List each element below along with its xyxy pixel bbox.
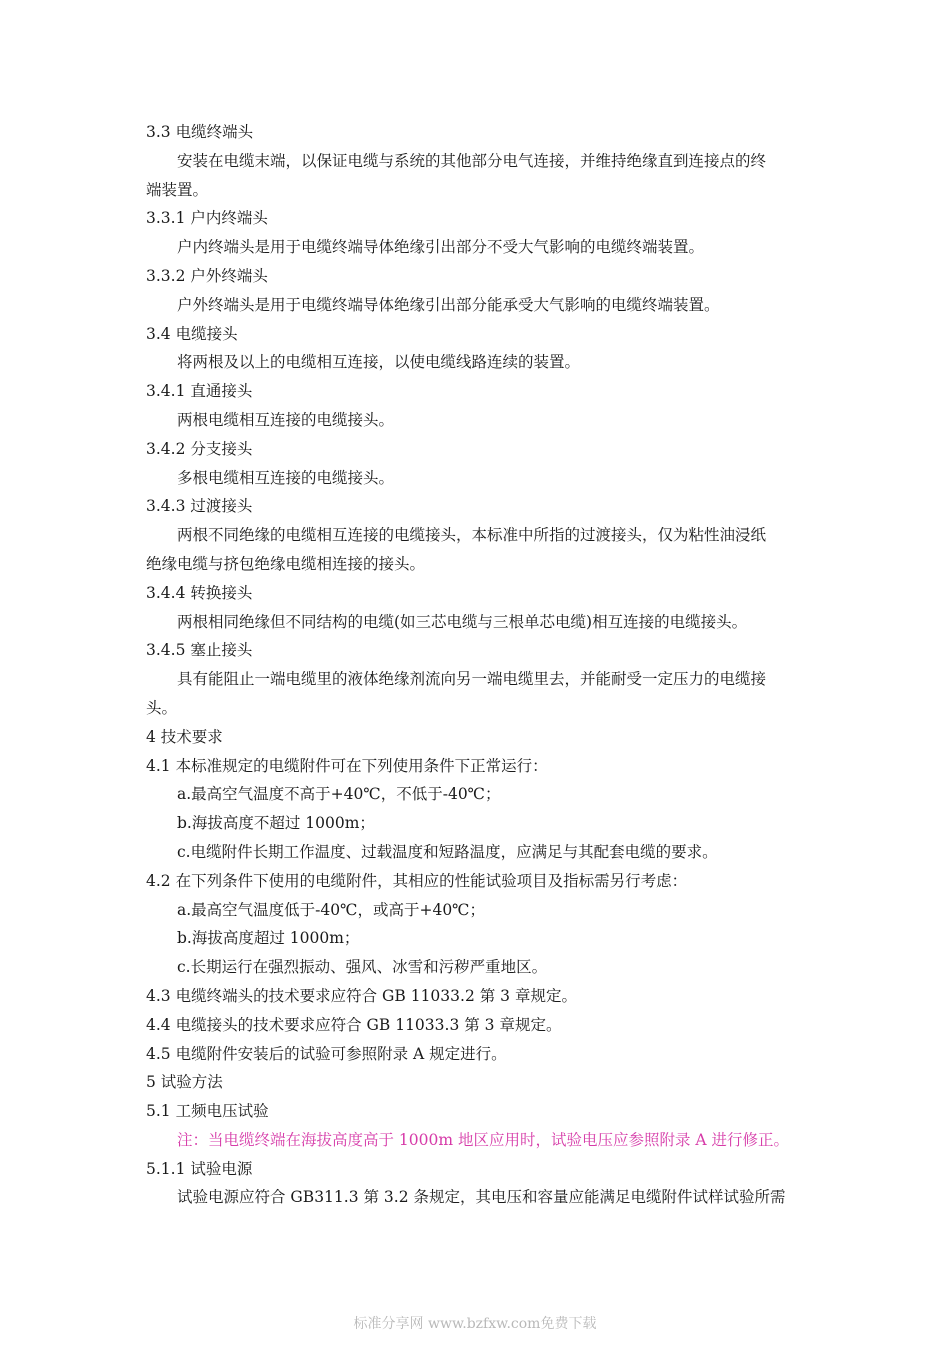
- paragraph-continuation: 绝缘电缆与挤包绝缘电缆相连接的接头。: [146, 554, 426, 573]
- paragraph-continuation: 头。: [146, 698, 178, 717]
- section-heading: 4.3 电缆终端头的技术要求应符合 GB 11033.2 第 3 章规定。: [146, 986, 577, 1005]
- paragraph-line: 具有能阻止一端电缆里的液体绝缘剂流向另一端电缆里去，并能耐受一定压力的电缆接: [177, 670, 767, 689]
- section-heading: 5.1 工频电压试验: [146, 1102, 269, 1121]
- section-heading: 3.4.5 塞止接头: [146, 641, 253, 660]
- section-heading: 4.1 本标准规定的电缆附件可在下列使用条件下正常运行：: [146, 756, 548, 775]
- paragraph-line: 两根电缆相互连接的电缆接头。: [177, 410, 395, 429]
- section-heading: 3.3 电缆终端头: [146, 123, 254, 141]
- paragraph-line: 安装在电缆末端，以保证电缆与系统的其他部分电气连接，并维持绝缘直到连接点的终: [177, 151, 767, 170]
- paragraph-line: b.海拔高度不超过 1000m；: [177, 814, 375, 833]
- paragraph-line: 两根不同绝缘的电缆相互连接的电缆接头，本标准中所指的过渡接头，仅为粘性油浸纸: [177, 526, 767, 545]
- paragraph-line: 户外终端头是用于电缆终端导体绝缘引出部分能承受大气影响的电缆终端装置。: [177, 295, 720, 314]
- section-heading: 4.2 在下列条件下使用的电缆附件，其相应的性能试验项目及指标需另行考虑：: [146, 871, 688, 890]
- paragraph-line: c.电缆附件长期工作温度、过载温度和短路温度，应满足与其配套电缆的要求。: [177, 842, 718, 861]
- section-heading: 3.3.1 户内终端头: [146, 209, 268, 228]
- section-heading: 4.4 电缆接头的技术要求应符合 GB 11033.3 第 3 章规定。: [146, 1015, 562, 1034]
- paragraph-continuation: 端装置。: [146, 180, 209, 199]
- paragraph-line: b.海拔高度超过 1000m；: [177, 929, 360, 948]
- document-body: [146, 118, 818, 1212]
- note-line: 注：当电缆终端在海拔高度高于 1000m 地区应用时，试验电压应参照附录 A 进行修正。: [177, 1130, 790, 1149]
- page-footer-watermark: 标准分享网 www.bzfxw.com免费下载: [353, 1316, 597, 1332]
- section-heading: 3.4.3 过渡接头: [146, 497, 253, 516]
- paragraph-line: 将两根及以上的电缆相互连接，以使电缆线路连续的装置。: [177, 353, 581, 372]
- section-heading: 4.5 电缆附件安装后的试验可参照附录 A 规定进行。: [146, 1044, 507, 1063]
- paragraph-line: 两根相同绝缘但不同结构的电缆(如三芯电缆与三根单芯电缆)相互连接的电缆接头。: [177, 612, 748, 631]
- section-heading: 5.1.1 试验电源: [146, 1159, 253, 1178]
- section-heading: 3.4.4 转换接头: [146, 583, 253, 602]
- section-heading: 3.4.1 直通接头: [146, 382, 253, 401]
- section-heading: 4 技术要求: [146, 727, 223, 746]
- paragraph-line: a.最高空气温度不高于+40℃，不低于-40℃；: [177, 785, 501, 804]
- section-heading: 3.3.2 户外终端头: [146, 266, 268, 285]
- section-heading: 3.4.2 分支接头: [146, 439, 253, 458]
- paragraph-line: a.最高空气温度低于-40℃，或高于+40℃；: [177, 900, 486, 919]
- section-heading: 5 试验方法: [146, 1073, 223, 1092]
- paragraph-line: 多根电缆相互连接的电缆接头。: [177, 468, 395, 487]
- paragraph-line: c.长期运行在强烈振动、强风、冰雪和污秽严重地区。: [177, 958, 548, 977]
- section-heading: 3.4 电缆接头: [146, 324, 238, 343]
- paragraph-line: 户内终端头是用于电缆终端导体绝缘引出部分不受大气影响的电缆终端装置。: [177, 238, 705, 257]
- paragraph-line: 试验电源应符合 GB311.3 第 3.2 条规定，其电压和容量应能满足电缆附件试样试验所需: [177, 1188, 786, 1207]
